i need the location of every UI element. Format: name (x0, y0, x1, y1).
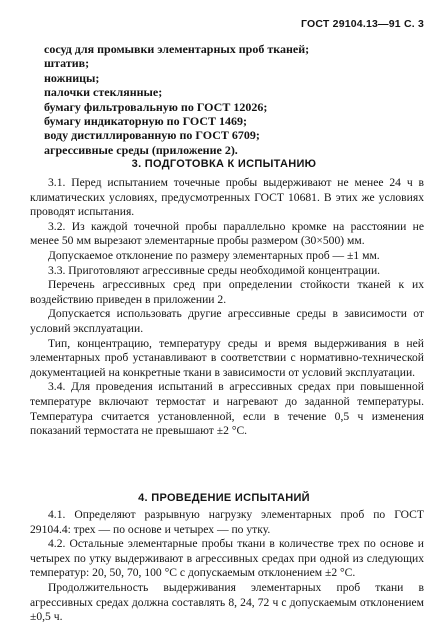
section-3-body (30, 176, 424, 439)
paragraph: Допускаемое отклонение по размеру элементарных проб — ±1 мм. (48, 248, 380, 262)
section-3-title: 3. ПОДГОТОВКА К ИСПЫТАНИЮ (131, 158, 317, 170)
paragraph: 3.4. Для проведения испытаний в агрессивных средах при повышенной температуре включают термостат и нагревают до заданной температуры. Температура считается установленной, если в течение 0,5 ч изменения показаний термостата не превышают ±2 °С. (30, 380, 424, 438)
paragraph: Тип, концентрацию, температуру среды и время выдерживания в ней элементарных проб устанавливают в соответствии с нормативно-технической документацией на конкретные ткани в зависимости от условий эксплуатации. (30, 336, 424, 379)
paragraph: 4.2. Остальные элементарные пробы ткани в количестве трех по основе и четырех по утку выдерживают в агрессивных средах при одной из следующих температур: 20, 50, 70, 100 °С с допускаемым отклонением ±2 °С. (30, 537, 424, 580)
paragraph: 3.2. Из каждой точечной пробы параллельно кромке на расстоянии не менее 50 мм вырезают элементарные пробы размером (30×500) мм. (30, 219, 424, 248)
paragraph: Допускается использовать другие агрессивные среды в зависимости от условий эксплуатации. (30, 307, 424, 335)
list-item: штатив; (44, 56, 90, 71)
list-item: агрессивные среды (приложение 2). (44, 142, 238, 157)
equipment-list (44, 42, 424, 157)
paragraph: 4.1. Определяют разрывную нагрузку элементарных проб по ГОСТ 29104.4: трех — по основе и четырех — по утку. (30, 508, 424, 536)
paragraph: 3.3. Приготовляют агрессивные среды необходимой концентрации. (48, 263, 381, 277)
section-4-title: 4. ПРОВЕДЕНИЕ ИСПЫТАНИЙ (138, 492, 310, 504)
paragraph: Продолжительность выдерживания элементарных проб ткани в агрессивных средах должна составлять 8, 24, 72 ч с допускаемым отклонением ±0,5 ч. (30, 580, 424, 624)
paragraph: 3.1. Перед испытанием точечные пробы выдерживают не менее 24 ч в климатических условиях, предусмотренных ГОСТ 10681. В этих же условиях проводят испытания. (30, 176, 424, 219)
list-item: ножницы; (44, 70, 100, 85)
list-item: палочки стеклянные; (44, 85, 163, 100)
paragraph: Перечень агрессивных сред при определении стойкости тканей к их воздействию приведен в приложении 2. (30, 278, 424, 306)
list-item: бумагу фильтровальную по ГОСТ 12026; (44, 99, 268, 114)
page-header: ГОСТ 29104.13—91 С. 3 (301, 18, 424, 30)
section-4-body (30, 508, 424, 625)
list-item: сосуд для промывки элементарных проб тканей; (44, 42, 310, 56)
list-item: бумагу индикаторную по ГОСТ 1469; (44, 114, 248, 129)
list-item: воду дистиллированную по ГОСТ 6709; (44, 128, 260, 143)
